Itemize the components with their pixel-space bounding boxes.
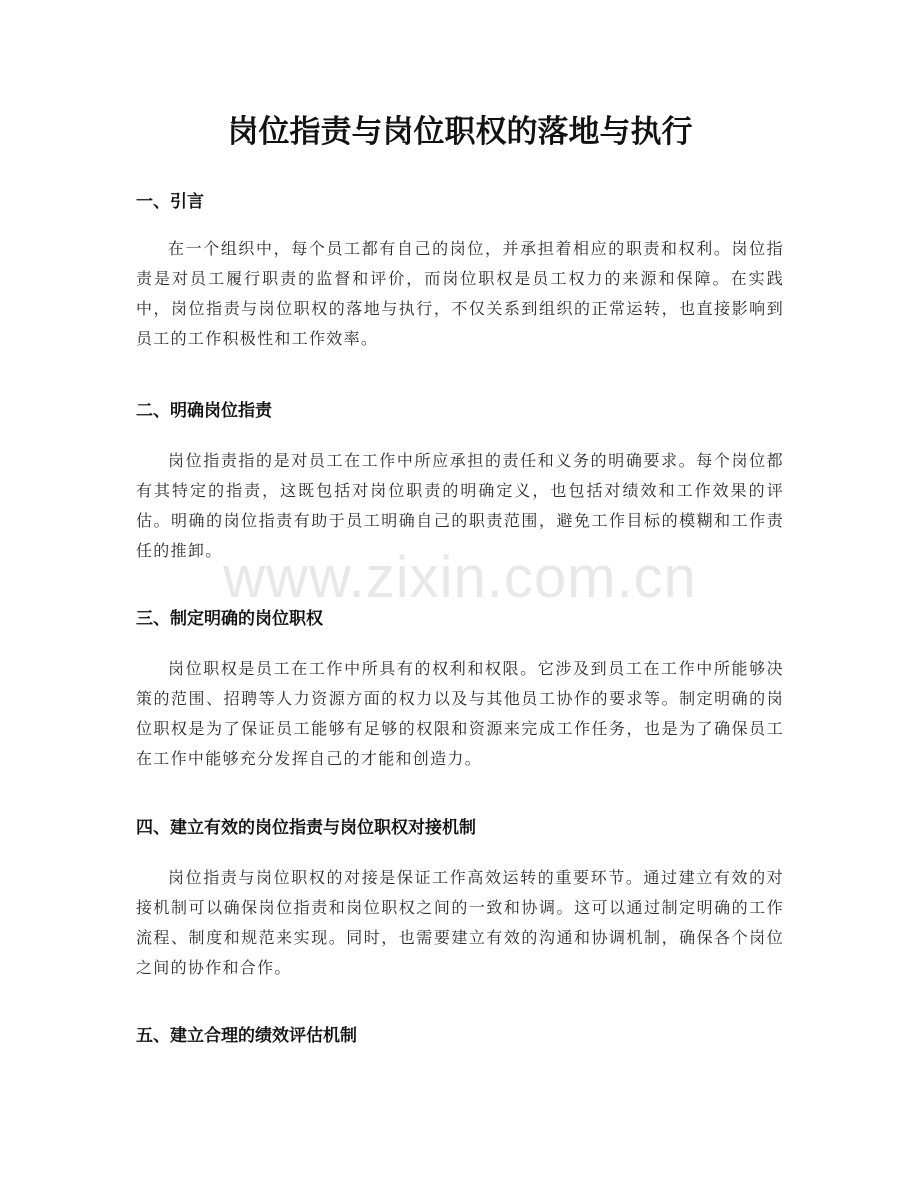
watermark: www.zixin.com.cn xyxy=(223,545,697,610)
section-heading-job-responsibility: 二、明确岗位指责 xyxy=(136,401,272,421)
section-paragraph-job-responsibility: 岗位指责指的是对员工在工作中所应承担的责任和义务的明确要求。每个岗位都有其特定的指责，这既包括对岗位职责的明确定义，也包括对绩效和工作效果的评估。明确的岗位指责有助于员工明确自己的职责范围，避免工作目标的模糊和工作责任的推卸。 xyxy=(136,451,784,560)
document-title: 岗位指责与岗位职权的落地与执行 xyxy=(227,114,693,150)
section-paragraph-alignment-mechanism: 岗位指责与岗位职权的对接是保证工作高效运转的重要环节。通过建立有效的对接机制可以确保岗位指责和岗位职权之间的一致和协调。这可以通过制定明确的工作流程、制度和规范来实现。同时，也需要建立有效的沟通和协调机制，确保各个岗位之间的协作和合作。 xyxy=(136,868,784,977)
section-heading-job-authority: 三、制定明确的岗位职权 xyxy=(136,609,323,629)
section-paragraph-job-authority: 岗位职权是员工在工作中所具有的权利和权限。它涉及到员工在工作中所能够决策的范围、招聘等人力资源方面的权力以及与其他员工协作的要求等。制定明确的岗位职权是为了保证员工能够有足够的权限和资源来完成工作任务，也是为了确保员工在工作中能够充分发挥自己的才能和创造力。 xyxy=(136,659,784,768)
section-heading-alignment-mechanism: 四、建立有效的岗位指责与岗位职权对接机制 xyxy=(136,818,476,838)
section-heading-performance-evaluation: 五、建立合理的绩效评估机制 xyxy=(136,1026,357,1046)
section-heading-introduction: 一、引言 xyxy=(136,192,204,212)
section-paragraph-introduction: 在一个组织中，每个员工都有自己的岗位，并承担着相应的职责和权利。岗位指责是对员工履行职责的监督和评价，而岗位职权是员工权力的来源和保障。在实践中，岗位指责与岗位职权的落地与执行，不仅关系到组织的正常运转，也直接影响到员工的工作积极性和工作效率。 xyxy=(136,239,784,348)
